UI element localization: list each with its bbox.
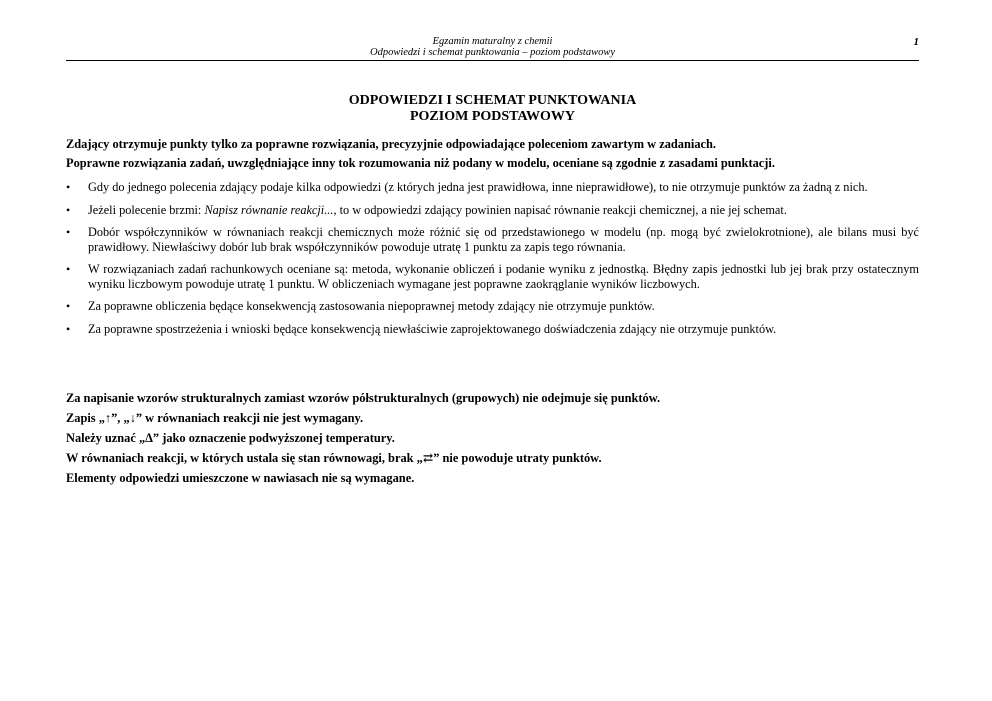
- list-item-text: Gdy do jednego polecenia zdający podaje kilka odpowiedzi (z których jedna jest prawidłowa, inne nieprawidłowe), to nie otrzymuje punktów za żadną z nich.: [88, 180, 868, 194]
- header-subtitle: Odpowiedzi i schemat punktowania – poziom podstawowy: [370, 47, 615, 58]
- list-item: [66, 180, 919, 195]
- note-line: Zapis „↑”, „↓” w równaniach reakcji nie jest wymagany.: [66, 411, 364, 425]
- list-item: [66, 262, 919, 291]
- note-line: W równaniach reakcji, w których ustala się stan równowagi, brak „⇄” nie powoduje utraty punktów.: [66, 451, 602, 465]
- list-item: [66, 203, 919, 218]
- bullet-icon: •: [66, 299, 71, 313]
- bullet-icon: •: [66, 321, 71, 336]
- note-line: Za napisanie wzorów strukturalnych zamiast wzorów półstrukturalnych (grupowych) nie odejmuje się punktów.: [66, 391, 661, 405]
- note-line: Należy uznać „Δ” jako oznaczenie podwyższonej temperatury.: [66, 431, 395, 445]
- document-subtitle: POZIOM PODSTAWOWY: [409, 109, 576, 124]
- list-item: [66, 322, 919, 337]
- page-number: 1: [913, 36, 919, 48]
- bullet-icon: •: [66, 262, 71, 276]
- header-exam-title: Egzamin maturalny z chemii: [432, 36, 553, 47]
- bullet-icon: •: [66, 225, 71, 239]
- list-item-text: W rozwiązaniach zadań rachunkowych oceniane są: metoda, wykonanie obliczeń i podanie wyniku z jednostką. Błędny zapis jednostki lub jej brak przy ostatecznym wyniku liczbowym powoduje utratę 1 punktu. W obliczeniach wymagane jest poprawne zaokrąglanie wyników liczbowych.: [88, 262, 919, 291]
- list-item-text: Jeżeli polecenie brzmi:: [88, 202, 205, 217]
- list-item: [66, 299, 919, 314]
- bullet-icon: •: [66, 180, 71, 194]
- page-header: [66, 36, 919, 61]
- note-line: Elementy odpowiedzi umieszczone w nawiasach nie są wymagane.: [66, 471, 415, 485]
- list-item-text: Dobór współczynników w równaniach reakcji chemicznych może różnić się od przedstawionego w modelu (np. mogą być zwielokrotnione), ale bilans musi być prawidłowy. Niewłaściwy dobór lub brak współczynników powoduje utratę 1 punktu za zapis tego równania.: [88, 225, 919, 254]
- intro-paragraph: Poprawne rozwiązania zadań, uwzględniające inny tok rozumowania niż podany w modelu, oceniane są zgodnie z zasadami punktacji.: [66, 156, 775, 170]
- bullet-icon: •: [66, 202, 71, 217]
- rules-list: [66, 180, 919, 344]
- list-item-text: Za poprawne spostrzeżenia i wnioski będące konsekwencją niewłaściwie zaprojektowanego doświadczenia zdający nie otrzymuje punktów.: [88, 321, 777, 336]
- list-item-text: Za poprawne obliczenia będące konsekwencją zastosowania niepoprawnej metody zdający nie otrzymuje punktów.: [88, 299, 655, 313]
- intro-paragraph: Zdający otrzymuje punkty tylko za poprawne rozwiązania, precyzyjnie odpowiadające poleceniom zawartym w zadaniach.: [66, 137, 716, 151]
- list-item-text: , to w odpowiedzi zdający powinien napisać równanie reakcji chemicznej, a nie jej schemat.: [333, 202, 787, 217]
- list-item-quote: Napisz równanie reakcji...: [204, 202, 334, 217]
- list-item: [66, 225, 919, 254]
- document-title: ODPOWIEDZI I SCHEMAT PUNKTOWANIA: [348, 93, 637, 108]
